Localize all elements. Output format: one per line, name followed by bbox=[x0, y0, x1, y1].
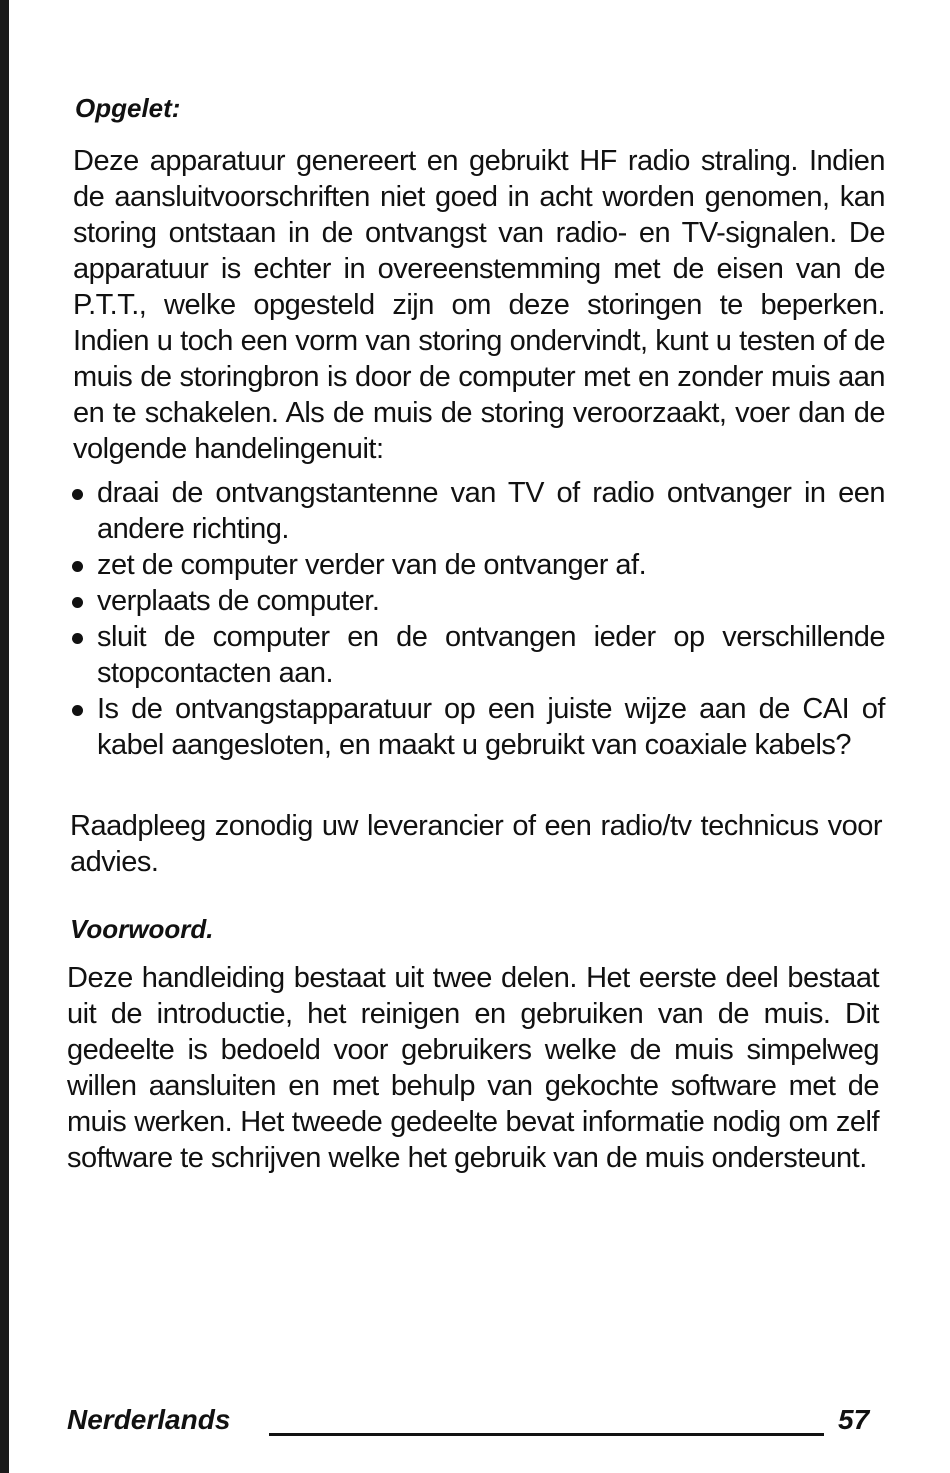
list-item-text: draai de ontvangstantenne van TV of radio ontvanger in een andere richting. bbox=[97, 477, 885, 545]
bullet-icon bbox=[72, 633, 83, 644]
list-item bbox=[70, 583, 885, 619]
warning-action-list bbox=[70, 475, 885, 763]
footer-language-label: Nerderlands bbox=[67, 1404, 231, 1435]
manual-page bbox=[67, 0, 885, 1473]
warning-closing-paragraph: Raadpleeg zonodig uw leverancier of een radio/tv technicus voor advies. bbox=[70, 810, 882, 878]
list-item-text: Is de ontvangstapparatuur op een juiste wijze aan de CAI of kabel aangesloten, en maakt u gebruikt van coaxiale kabels? bbox=[97, 693, 885, 761]
list-item-text: sluit de computer en de ontvangen ieder op verschillende stopcontacten aan. bbox=[97, 621, 885, 689]
list-item bbox=[70, 547, 885, 583]
page-number: 57 bbox=[838, 1404, 870, 1435]
bullet-icon bbox=[72, 597, 83, 608]
warning-intro-paragraph: Deze apparatuur genereert en gebruikt HF radio straling. Indien de aansluitvoorschriften niet goed in acht worden genomen, kan storing ontstaan in de ontvangst van radio- en TV-signalen. De apparatuur is echter in overeenstemming met de eisen van de P.T.T., welke opgesteld zijn om deze storingen te beperken. Indien u toch een vorm van storing ondervindt, kunt u testen of de muis de storingbron is door de computer met en zonder muis aan en te schakelen. Als de muis de storing veroorzaakt, voer dan de volgende handelingenuit: bbox=[73, 145, 885, 465]
page-footer bbox=[67, 1402, 882, 1442]
foreword-paragraph: Deze handleiding bestaat uit twee delen. Het eerste deel bestaat uit de introductie, het reinigen en gebruiken van de muis. Dit gedeelte is bedoeld voor gebruikers welke de muis simpelweg willen aansluiten en met behulp van gekochte software met de muis werken. Het tweede gedeelte bevat informatie nodig om zelf software te schrijven welke het gebruik van de muis ondersteunt. bbox=[67, 962, 879, 1174]
list-item bbox=[70, 691, 885, 763]
list-item bbox=[70, 619, 885, 691]
warning-heading: Opgelet: bbox=[75, 93, 181, 123]
page-binding-edge bbox=[0, 0, 9, 1473]
list-item-text: zet de computer verder van de ontvanger af. bbox=[97, 549, 647, 581]
footer-divider-line bbox=[269, 1433, 824, 1436]
bullet-icon bbox=[72, 561, 83, 572]
foreword-heading: Voorwoord. bbox=[70, 914, 214, 944]
bullet-icon bbox=[72, 489, 83, 500]
bullet-icon bbox=[72, 705, 83, 716]
list-item-text: verplaats de computer. bbox=[97, 585, 380, 617]
list-item bbox=[70, 475, 885, 547]
